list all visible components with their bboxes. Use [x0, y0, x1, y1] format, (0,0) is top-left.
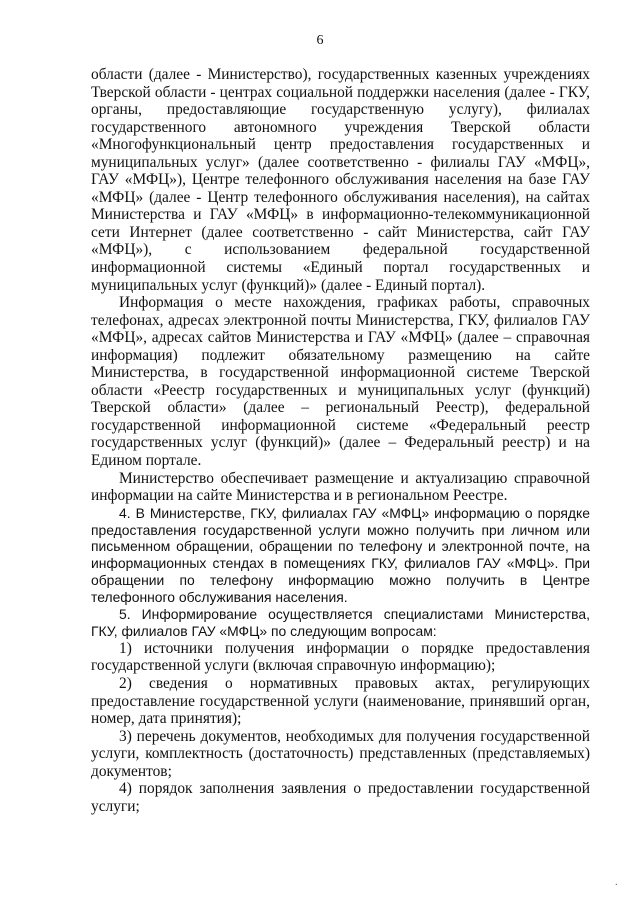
paragraph-item-4: 4. В Министерстве, ГКУ, филиалах ГАУ «МФЦ» информацию о порядке предоставления государственной услуги можно получить при личном или письменном обращении, обращении по телефону и электронной почте, на информационных стендах в помещениях ГКУ, филиалов ГАУ «МФЦ». При обращении по телефону информацию можно получить в Центре телефонного обслуживания населения.: [91, 504, 590, 606]
list-item-2: 2) сведения о нормативных правовых актах, регулирующих предоставление государственной услуги (наименование, принявший орган, номер, дата принятия);: [91, 675, 590, 728]
paragraph-reference-info: Информация о месте нахождения, графиках работы, справочных телефонах, адресах электронной почты Министерства, ГКУ, филиалов ГАУ «МФЦ», адресах сайтов Министерства и ГАУ «МФЦ» (далее – справочная информация) подлежит обязательному размещению на сайте Министерства, в государственной информационной системе Тверской области «Реестр государственных и муниципальных услуг (функций) Тверской области» (далее – региональный Реестр), федеральной государственной информационной системе «Федеральный реестр государственных услуг (функций)» (далее – Федеральный реестр) и на Едином портале.: [91, 294, 590, 470]
list-item-4: 4) порядок заполнения заявления о предоставлении государственной услуги;: [91, 780, 590, 815]
paragraph-continuation: области (далее - Министерство), государственных казенных учреждениях Тверской области - центрах социальной поддержки населения (далее - ГКУ, органы, предоставляющие государственную услугу), филиалах государственного автономного учреждения Тверской области «Многофункциональный центр предоставления государственных и муниципальных услуг» (далее соответственно - филиалы ГАУ «МФЦ», ГАУ «МФЦ»), Центре телефонного обслуживания населения на базе ГАУ «МФЦ» (далее - Центр телефонного обслуживания населения), на сайтах Министерства и ГАУ «МФЦ» в информационно-телекоммуникационной сети Интернет (далее соответственно - сайт Министерства, сайт ГАУ «МФЦ»), с использованием федеральной государственной информационной системы «Единый портал государственных и муниципальных услуг (функций)» (далее - Единый портал).: [91, 66, 590, 294]
paragraph-item-5: 5. Информирование осуществляется специалистами Министерства, ГКУ, филиалов ГАУ «МФЦ» по следующим вопросам:: [91, 606, 590, 640]
paragraph-ministry-updates: Министерство обеспечивает размещение и актуализацию справочной информации на сайте Министерства и в региональном Реестре.: [91, 469, 590, 505]
list-item-1: 1) источники получения информации о порядке предоставления государственной услуги (включая справочную информацию);: [91, 639, 590, 675]
page-number: 6: [316, 33, 324, 48]
document-body: [91, 66, 590, 815]
corner-mark: ·: [614, 880, 618, 891]
list-item-3: 3) перечень документов, необходимых для получения государственной услуги, комплектность (достаточность) представленных (представляемых) документов;: [91, 727, 590, 780]
